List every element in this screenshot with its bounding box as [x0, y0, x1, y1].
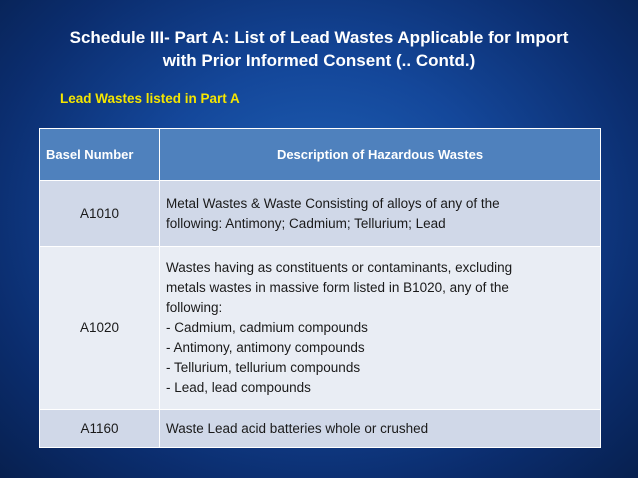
table-header-row [40, 129, 601, 181]
description-line: - Antimony, antimony compounds [166, 340, 365, 355]
description-line: Waste Lead acid batteries whole or crushed [166, 420, 429, 436]
basel-number-cell: A1020 [40, 247, 160, 410]
description-line: following: Antimony; Cadmium; Tellurium; Lead [166, 215, 446, 231]
description-line: Wastes having as constituents or contaminants, excluding [166, 260, 513, 275]
description-cell [160, 410, 601, 448]
description-cell [160, 247, 601, 410]
column-header-description: Description of Hazardous Wastes [160, 129, 601, 181]
basel-number-cell: A1010 [40, 181, 160, 247]
table-row [40, 410, 601, 448]
slide-title-line-1: Schedule III- Part A: List of Lead Wastes Applicable for Import [69, 28, 569, 47]
description-line: - Cadmium, cadmium compounds [166, 320, 368, 335]
description-line: Metal Wastes & Waste Consisting of alloys of any of the [166, 195, 500, 211]
description-line: metals wastes in massive form listed in B1020, any of the [166, 280, 509, 295]
description-cell [160, 181, 601, 247]
slide-title [20, 26, 618, 72]
column-header-basel-number: Basel Number [40, 129, 160, 181]
basel-number-cell: A1160 [40, 410, 160, 448]
table-row [40, 181, 601, 247]
slide-title-line-2: with Prior Informed Consent (.. Contd.) [162, 51, 476, 70]
lead-wastes-table [39, 128, 601, 448]
description-line: - Tellurium, tellurium compounds [166, 360, 361, 375]
table-row [40, 247, 601, 410]
description-line: - Lead, lead compounds [166, 380, 311, 395]
slide-subtitle: Lead Wastes listed in Part A [60, 91, 240, 106]
description-line: following: [166, 300, 223, 315]
